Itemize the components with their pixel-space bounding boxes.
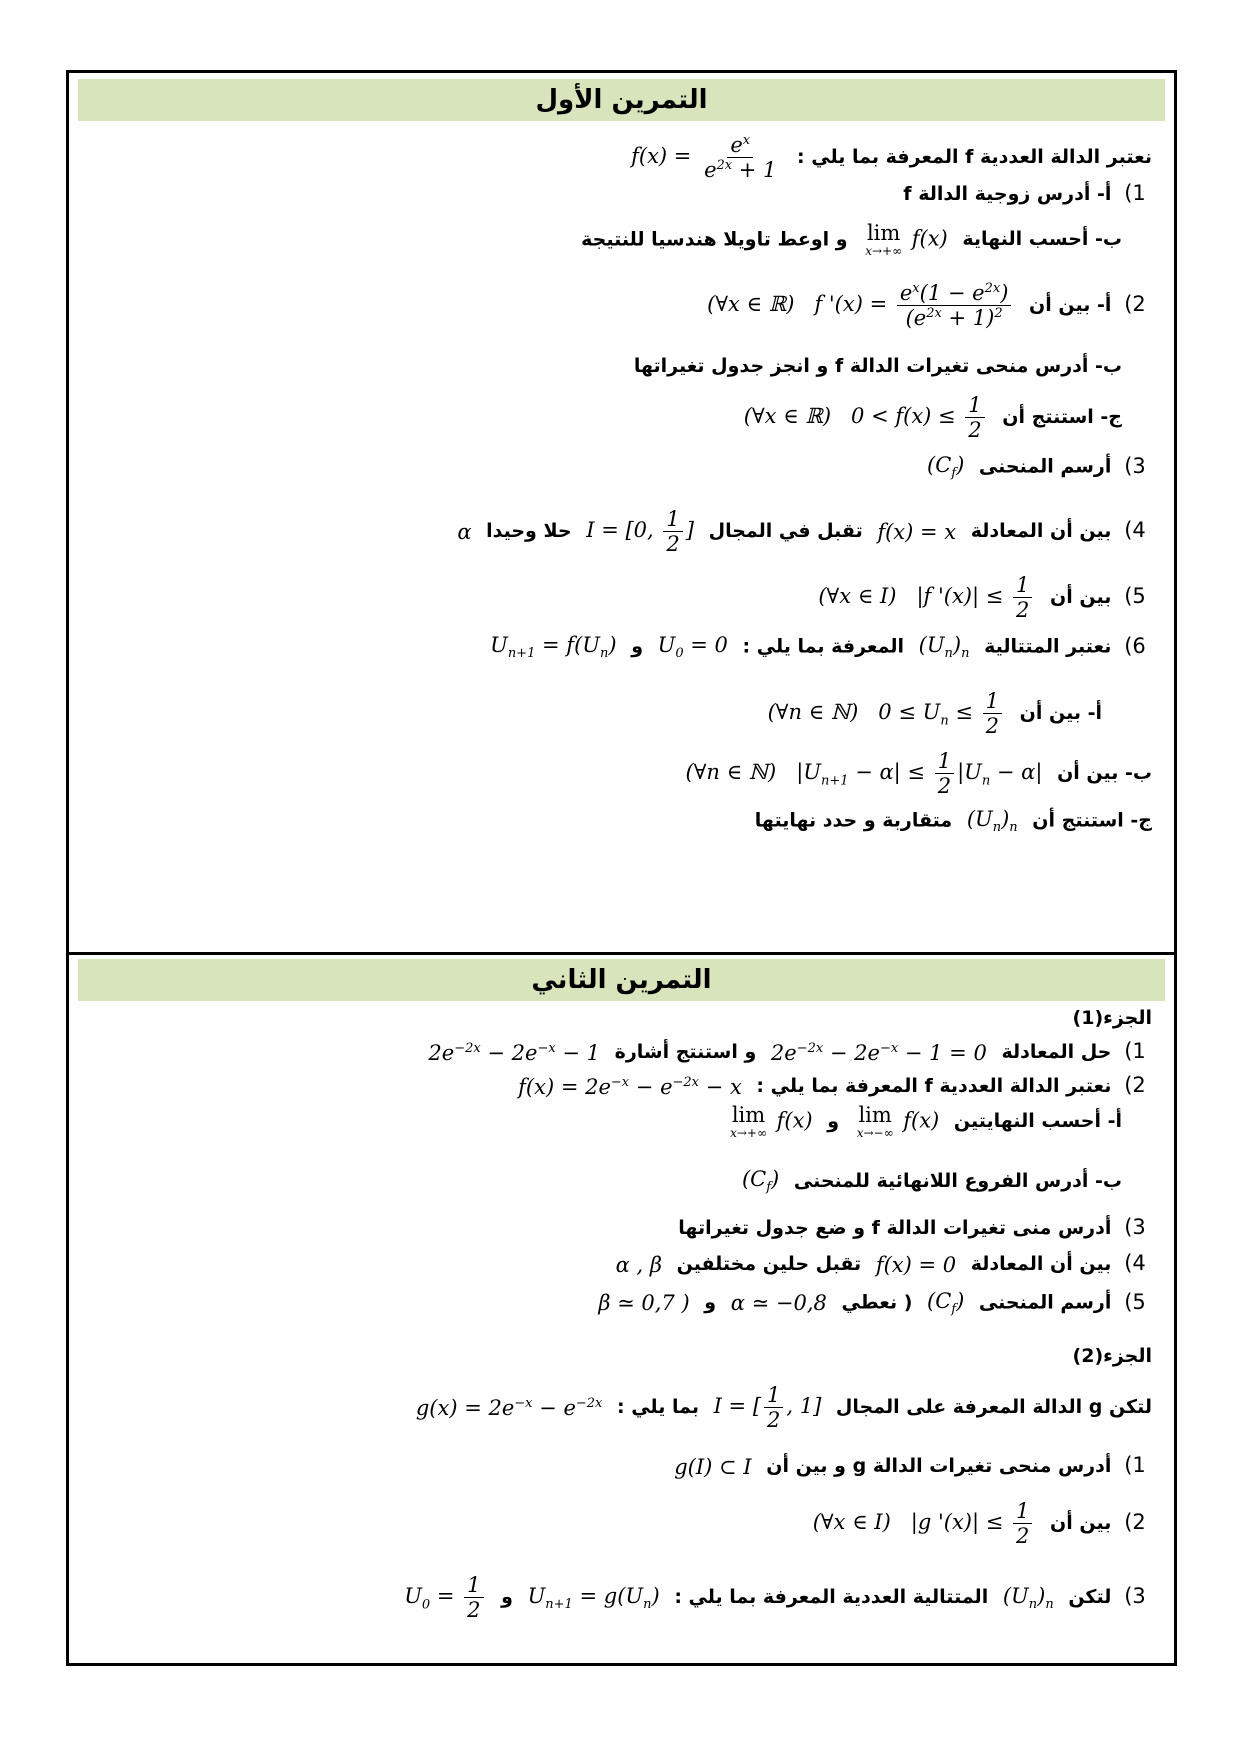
ex2-p1q2b-line <box>99 1167 1152 1195</box>
ex1-q6a-text: أ- بين أن <box>1019 702 1102 725</box>
ex2-p1q4-text-b: تقبل حلين مختلفين <box>676 1253 862 1275</box>
ex1-q4-text-c: حلا وحيدا <box>486 520 572 543</box>
ex1-q6a-line <box>99 689 1152 738</box>
ex1-q2b-text: ب- أدرس منحى تغيرات الدالة f و انجز جدول تغيراتها <box>633 355 1122 377</box>
ex1-q3-text: أرسم المنحنى <box>978 455 1112 478</box>
ex1-q6c-end: متقاربة و حدد نهايتها <box>754 809 953 832</box>
ex2-p1q2b-text: ب- أدرس الفروع اللانهائية للمنحنى <box>793 1169 1122 1192</box>
ex2-p1q5-number: 5) <box>1124 1289 1146 1314</box>
ex2-p1q5-and: و <box>704 1291 717 1314</box>
ex1-q6b-line <box>99 749 1152 798</box>
ex2-p1q3-line <box>99 1215 1152 1239</box>
ex1-q6b-text: ب- بين أن <box>1057 762 1152 785</box>
ex2-p2-intro-line <box>99 1383 1152 1432</box>
ex1-q4-text-a: بين أن المعادلة <box>970 520 1112 543</box>
ex1-q4-equation: f(x) = x <box>877 519 957 544</box>
ex2-p2q1-text: أدرس منحى تغيرات الدالة g و بين أن <box>766 1455 1112 1477</box>
ex2-p2q3-and: و <box>501 1586 513 1609</box>
ex2-p1q2-line <box>99 1073 1152 1099</box>
ex1-q3-number: 3) <box>1124 453 1146 478</box>
ex2-p2q3-text-a: لتكن <box>1068 1586 1112 1609</box>
ex2-part1-heading <box>99 1007 1152 1029</box>
ex2-p1q4-line <box>99 1251 1152 1277</box>
ex1-q6-number: 6) <box>1124 633 1146 658</box>
ex1-q1b-end: و اوعط تاويلا هندسيا للنتيجة <box>581 228 848 251</box>
ex2-limit-minus-inf: lim x→−∞ f(x) <box>856 1103 940 1141</box>
ex2-p1q5-line <box>99 1289 1152 1317</box>
ex2-p1q2-text: نعتبر الدالة العددية f المعرفة بما يلي : <box>756 1075 1112 1097</box>
ex1-u0: $U_0 = 0$ <box>657 633 728 662</box>
ex1-q1a-line <box>99 181 1152 205</box>
ex1-intro-text: نعتبر الدالة العددية f المعرفة بما يلي : <box>797 146 1152 169</box>
ex1-q6-text-b: المعرفة بما يلي : <box>742 635 905 658</box>
ex2-part2-heading <box>99 1345 1152 1367</box>
ex2-g-definition: $g(x) = 2e^{-x} - e^{-2x}$ <box>415 1395 603 1420</box>
ex2-p1q4-roots: α , β <box>615 1252 663 1277</box>
ex2-p1q3-number: 3) <box>1124 1215 1146 1239</box>
ex2-p2-intro-a: لتكن g الدالة المعرفة على المجال <box>835 1396 1152 1419</box>
ex2-p2q2-text: بين أن <box>1050 1512 1112 1535</box>
ex2-limit-plus-inf: lim x→+∞ f(x) <box>730 1103 813 1141</box>
ex1-q2a-line <box>99 281 1152 330</box>
ex2-p1q5-text-b: ( نعطي <box>841 1291 913 1314</box>
ex1-q4-number: 4) <box>1124 518 1146 543</box>
ex1-q6-line <box>99 633 1152 661</box>
ex1-q6-text-a: نعتبر المتتالية <box>984 635 1112 658</box>
ex1-derivative-expr: (∀x ∈ ℝ) f '(x) = $\frac{e^x(1 - e^{2x})}{(e^{2x} + 1)^2}$ <box>707 281 1014 330</box>
ex1-q3-line <box>99 453 1152 481</box>
ex1-q6c-line <box>99 807 1152 835</box>
ex2-part1-label: الجزء(1) <box>1072 1007 1152 1029</box>
exercise-divider <box>69 952 1174 955</box>
ex1-q6a-expr: (∀n ∈ ℕ) $0 \le U_n$ ≤ $\frac{1}{2}$ <box>768 689 1005 738</box>
ex2-p1q4-number: 4) <box>1124 1251 1146 1275</box>
exercise1-title: التمرين الأول <box>78 79 1165 121</box>
ex2-f-definition: $f(x) = 2e^{-x} - e^{-2x} - x$ <box>518 1074 742 1099</box>
ex2-p1q1-text-b: و استنتج أشارة <box>614 1041 757 1063</box>
ex1-f-definition: f(x) = $\frac{e^x}{e^{2x} + 1}$ <box>631 133 777 183</box>
ex1-q4-text-b: تقبل في المجال <box>708 520 863 543</box>
ex1-q6c-seq: $(U_n)_n$ <box>966 807 1018 836</box>
ex2-beta-approx: β ≃ 0,7 ) <box>598 1291 690 1316</box>
ex1-sequence-un: $(U_n)_n$ <box>918 633 970 662</box>
ex1-q6-and: و <box>631 635 643 658</box>
ex1-q1-number: 1) <box>1124 181 1146 205</box>
ex1-limit-expr: lim x→+∞ f(x) <box>865 221 948 259</box>
ex2-p1q5-curve: $(C_f)$ <box>927 1289 965 1318</box>
ex1-q2a-text: أ- بين أن <box>1029 294 1112 317</box>
ex2-p1q5-text-a: أرسم المنحنى <box>978 1291 1112 1314</box>
ex2-p2q1-number: 1) <box>1124 1453 1146 1477</box>
ex2-p2q2-line <box>99 1499 1152 1548</box>
ex2-p1q1-equation: $2e^{-2x} - 2e^{-x} - 1 = 0$ <box>770 1040 987 1065</box>
ex1-q6b-expr: (∀n ∈ ℕ) $|U_{n+1} - \alpha|$ ≤ $\frac{1}{2}$ $|U_n - \alpha|$ <box>685 749 1043 799</box>
ex1-intro-line <box>99 133 1152 182</box>
ex2-p1q4-text-a: بين أن المعادلة <box>970 1253 1112 1275</box>
ex1-recurrence: $U_{n+1} = f(U_n)$ <box>490 633 617 662</box>
ex2-p1q3-text: أدرس منى تغيرات الدالة f و ضع جدول تغيراتها <box>678 1217 1112 1239</box>
ex2-p1q2a-line <box>99 1103 1152 1141</box>
ex1-q5-line <box>99 573 1152 622</box>
ex1-q2c-line <box>99 393 1152 442</box>
ex2-part2-label: الجزء(2) <box>1072 1345 1152 1367</box>
page-frame <box>66 70 1177 1666</box>
ex1-q1b-text: ب- أحسب النهاية <box>962 228 1122 251</box>
ex2-p2q3-number: 3) <box>1124 1584 1146 1609</box>
ex2-curve-cf: $(C_f)$ <box>741 1167 780 1196</box>
ex2-p2q2-expr: (∀x ∈ I) |g '(x)| ≤ $\frac{1}{2}$ <box>813 1499 1036 1548</box>
ex1-q2c-text: ج- استنتج أن <box>1002 406 1122 429</box>
ex2-p1q2a-text: أ- أحسب النهايتين <box>953 1110 1122 1133</box>
ex2-p1q4-equation: f(x) = 0 <box>875 1252 957 1277</box>
ex2-p2q3-u0: $U_0$ = $\frac{1}{2}$ <box>404 1573 486 1622</box>
ex1-q1a-text: أ- أدرس زوجية الدالة f <box>903 183 1112 205</box>
ex1-q5-expr: (∀x ∈ I) |f '(x)| ≤ $\frac{1}{2}$ <box>818 573 1035 622</box>
ex1-q4-line <box>99 507 1152 556</box>
ex2-p1q1-number: 1) <box>1124 1039 1146 1063</box>
ex1-q6c-text: ج- استنتج أن <box>1032 809 1152 832</box>
ex1-q4-alpha: α <box>457 519 472 544</box>
ex2-p1q2a-and: و <box>827 1110 840 1133</box>
ex2-p2q3-text-b: المتتالية العددية المعرفة بما يلي : <box>674 1586 989 1609</box>
ex2-p2q1-expr: g(I) ⊂ I <box>674 1454 752 1479</box>
ex2-p2q1-line <box>99 1453 1152 1479</box>
ex1-curve-cf: $(C_f)$ <box>927 453 965 482</box>
ex2-p1q1-text-a: حل المعادلة <box>1001 1041 1112 1063</box>
ex2-p1q2-number: 2) <box>1124 1073 1146 1097</box>
ex1-q4-interval: I = [0, $\frac{1}{2}$ ] <box>586 507 694 557</box>
ex2-p2-intro-b: بما يلي : <box>617 1396 699 1419</box>
exercise2-title: التمرين الثاني <box>78 959 1165 1001</box>
ex2-p2-interval: I = [ $\frac{1}{2}$ , 1] <box>713 1383 822 1433</box>
ex1-q2c-expr: (∀x ∈ ℝ) 0 < f(x) ≤ $\frac{1}{2}$ <box>744 393 988 442</box>
ex1-q1b-line <box>99 221 1152 259</box>
ex1-q2-number: 2) <box>1124 292 1146 317</box>
ex2-p1q1-sign-expr: $2e^{-2x} - 2e^{-x} - 1$ <box>428 1040 600 1065</box>
ex1-q5-number: 5) <box>1124 584 1146 609</box>
ex2-p2q3-recurrence: $U_{n+1} = g(U_n)$ <box>527 1583 660 1612</box>
ex2-p2q3-line <box>99 1573 1152 1622</box>
ex1-q2b-line <box>99 355 1152 377</box>
ex2-p1q1-line <box>99 1039 1152 1065</box>
ex2-p2q2-number: 2) <box>1124 1510 1146 1535</box>
ex2-alpha-approx: α ≃ −0,8 <box>730 1291 827 1316</box>
ex1-q5-text: بين أن <box>1050 586 1112 609</box>
ex2-p2q3-seq: $(U_n)_n$ <box>1002 1583 1054 1612</box>
